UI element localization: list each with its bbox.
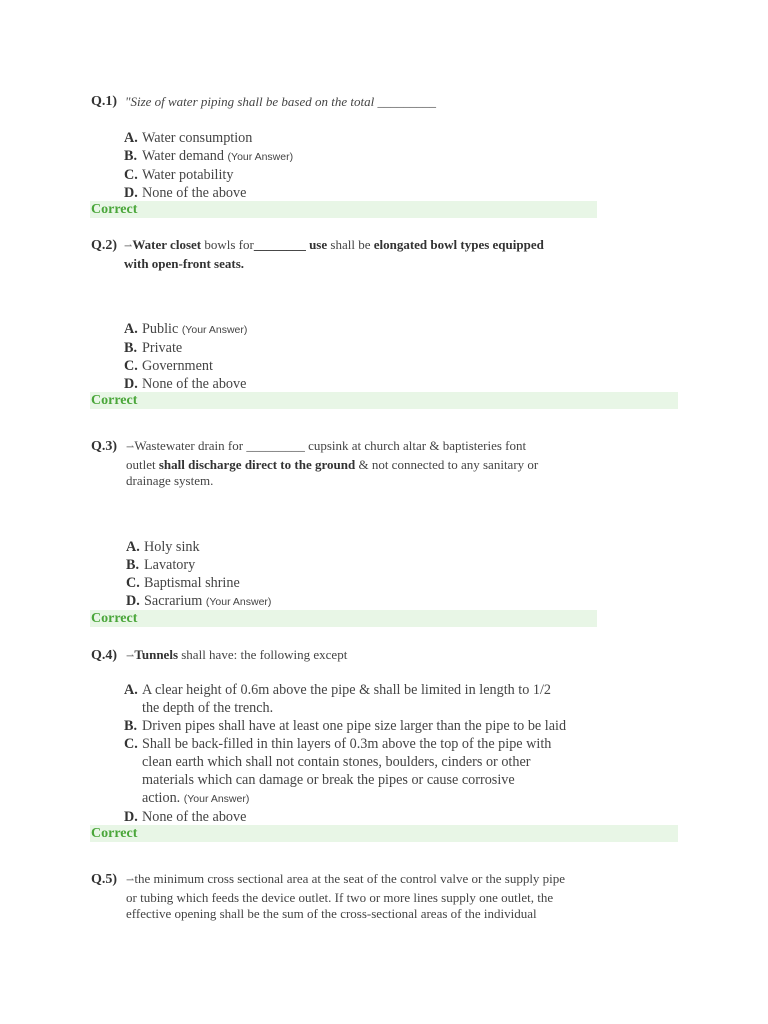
- option-a[interactable]: A. Public (Your Answer): [124, 321, 248, 337]
- arrow-icon: ⇀: [126, 651, 135, 662]
- question-number: Q.4): [91, 648, 118, 663]
- option-d[interactable]: D. None of the above: [124, 376, 247, 392]
- result-correct-banner: Correct: [90, 610, 597, 627]
- options-list: [124, 681, 566, 826]
- question-number: Q.5): [91, 872, 118, 887]
- question-number: Q.2): [91, 238, 118, 253]
- option-c[interactable]: C. Water potability: [124, 167, 234, 183]
- question-text: ⇀Water closet bowls for________ use shall be elongated bowl types equipped with open-front seats.: [124, 237, 544, 271]
- option-a[interactable]: A. A clear height of 0.6m above the pipe & shall be limited in length to 1/2 the depth of the trench.: [124, 682, 551, 716]
- arrow-icon: ⇀: [126, 442, 135, 453]
- your-answer-marker: (Your Answer): [205, 596, 272, 608]
- option-d[interactable]: D. None of the above: [124, 185, 247, 201]
- options-list: [124, 320, 247, 393]
- question-number: Q.1): [91, 94, 118, 109]
- options-list: [124, 129, 293, 202]
- question-number: Q.3): [91, 439, 118, 454]
- option-b[interactable]: B. Private: [124, 340, 183, 356]
- arrow-icon: ⇀: [124, 241, 133, 252]
- option-c[interactable]: C. Shall be back-filled in thin layers of 0.3m above the top of the pipe with clean earth which shall not contain stones, boulders, cinders or other materials which can damage or break the pipes or cause corrosive action. (Your Answer): [124, 736, 552, 806]
- option-b[interactable]: B. Water demand (Your Answer): [124, 148, 294, 164]
- options-list: [126, 538, 271, 611]
- option-b[interactable]: B. Driven pipes shall have at least one pipe size larger than the pipe to be laid: [124, 718, 567, 734]
- result-correct-banner: Correct: [90, 392, 678, 409]
- question-text: ⇀Tunnels shall have: the following except: [126, 647, 348, 662]
- result-correct-banner: Correct: [90, 201, 597, 218]
- your-answer-marker: (Your Answer): [227, 151, 294, 163]
- option-d[interactable]: D. None of the above: [124, 809, 247, 825]
- question-text: ⇀the minimum cross sectional area at the seat of the control valve or the supply pipe or tubing which feeds the device outlet. If two or more lines supply one outlet, the effective opening shall be the sum of the cross-sectional areas of the individual: [126, 871, 566, 921]
- arrow-icon: ⇀: [126, 875, 135, 886]
- option-b[interactable]: B. Lavatory: [126, 557, 196, 573]
- option-c[interactable]: C. Baptismal shrine: [126, 575, 240, 591]
- your-answer-marker: (Your Answer): [181, 324, 248, 336]
- option-c[interactable]: C. Government: [124, 358, 213, 374]
- your-answer-marker: (Your Answer): [183, 793, 250, 805]
- question-text: ⇀Wastewater drain for _________ cupsink at church altar & baptisteries font outlet shall discharge direct to the ground & not connected to any sanitary or drainage system.: [126, 438, 539, 488]
- option-a[interactable]: A. Holy sink: [126, 539, 200, 555]
- result-correct-banner: Correct: [90, 825, 678, 842]
- option-d[interactable]: D. Sacrarium (Your Answer): [126, 593, 272, 609]
- question-text: "Size of water piping shall be based on the total _________: [125, 94, 436, 109]
- option-a[interactable]: A. Water consumption: [124, 130, 253, 146]
